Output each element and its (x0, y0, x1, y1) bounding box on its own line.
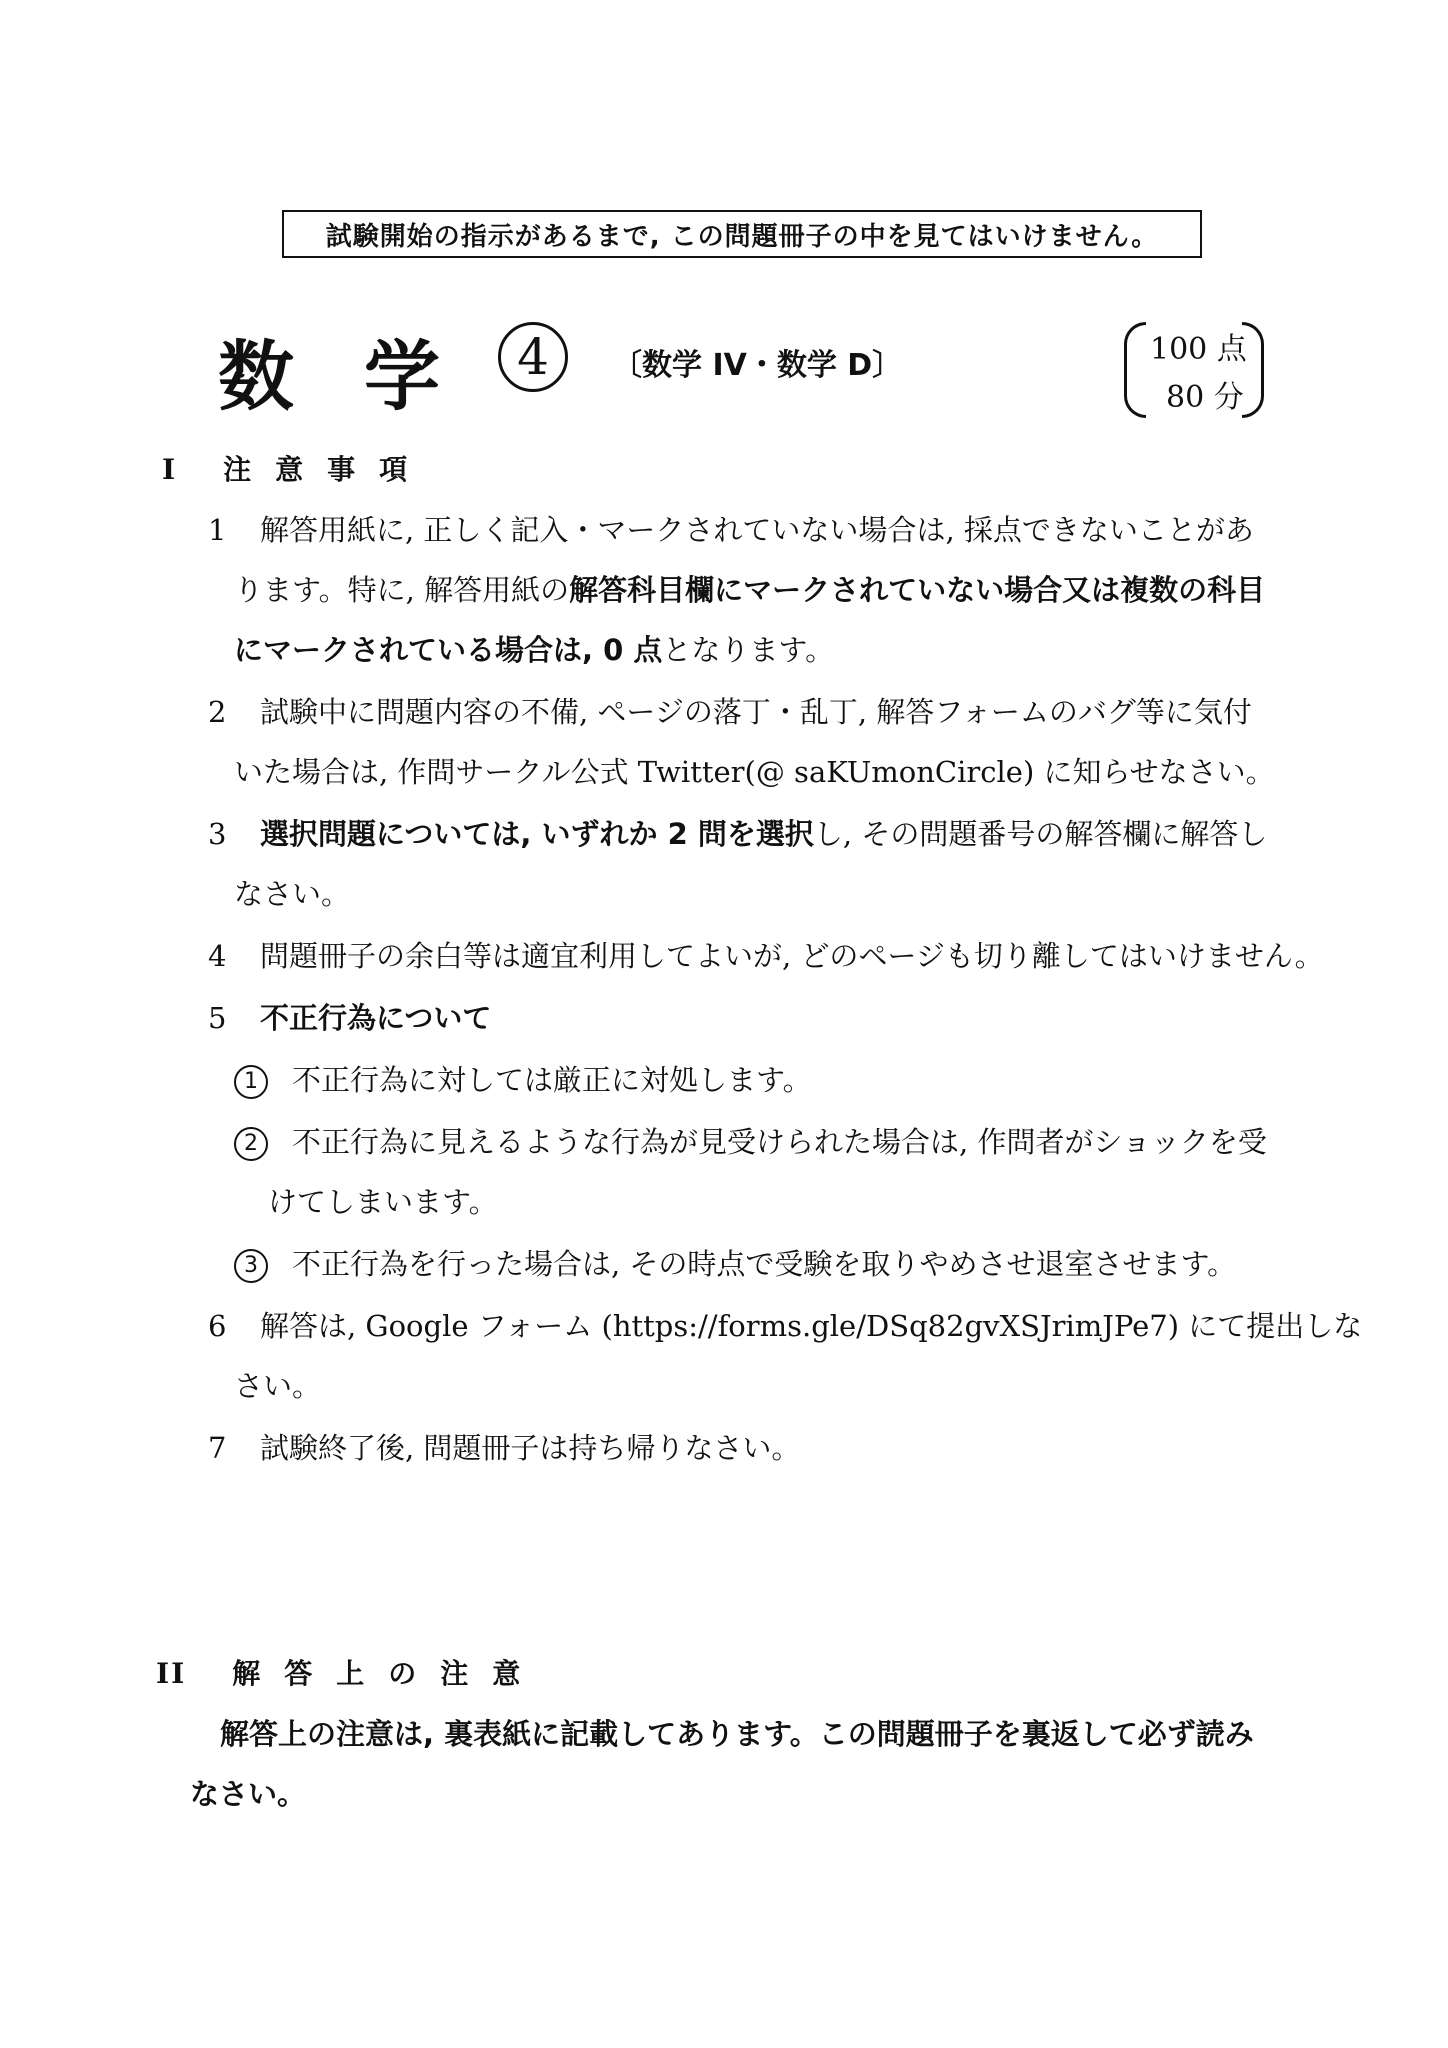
item-text: 不正行為を行った場合は, その時点で受験を取りやめさせ退室させます。 (292, 1247, 1237, 1281)
item-text-bold: 選択問題については, いずれか 2 問を選択 (260, 817, 814, 851)
item-text: し, その問題番号の解答欄に解答し (813, 817, 1268, 851)
section2-title: 解答上の注意 (232, 1657, 545, 1690)
item-number: 5 (208, 1001, 227, 1035)
item-text-bold: 不正行為について (260, 1001, 492, 1035)
item1-line1 (208, 508, 1254, 549)
subject-title: 数学 (218, 332, 510, 421)
section2-line2: なさい。 (190, 1777, 307, 1811)
score-points: 100 点 (1150, 332, 1247, 367)
item5-line1 (208, 996, 491, 1037)
item-text: 解答は, Google フォーム (https://forms.gle/DSq82gvXSJrimJPe7) にて提出しな (260, 1309, 1363, 1343)
section2-line1: 解答上の注意は, 裏表紙に記載してあります。この問題冊子を裏返して必ず読み (220, 1717, 1254, 1751)
item-text-bold: にマークされている場合は, 0 点 (234, 633, 663, 667)
item-text: 問題冊子の余白等は適宜利用してよいが, どのページも切り離してはいけません。 (260, 939, 1324, 973)
item-text: 不正行為に対しては厳正に対処します。 (292, 1063, 812, 1097)
section1-number: I (162, 453, 178, 486)
item-number: 4 (208, 939, 227, 973)
subitem2-line2 (268, 1180, 498, 1221)
section1-title: 注意事項 (223, 453, 432, 486)
time-limit: 80 分 (1166, 380, 1244, 415)
item-number: 7 (208, 1431, 227, 1465)
subitem1 (234, 1058, 812, 1099)
item-text: さい。 (234, 1369, 322, 1403)
item-text: 試験終了後, 問題冊子は持ち帰りなさい。 (260, 1431, 801, 1465)
left-parenthesis (1124, 322, 1146, 418)
item-text: なさい。 (234, 877, 351, 911)
subitem3 (234, 1242, 1236, 1283)
item-number: 6 (208, 1309, 227, 1343)
item4-line1 (208, 934, 1324, 975)
item-text: 試験中に問題内容の不備, ページの落丁・乱丁, 解答フォームのバグ等に気付 (260, 695, 1252, 729)
subject-range: 〔数学 IV・数学 D〕 (612, 348, 903, 383)
subject-number-circle: 4 (498, 322, 568, 392)
item-number: 1 (208, 513, 227, 547)
item-text: 解答用紙に, 正しく記入・マークされていない場合は, 採点できないことがあ (260, 513, 1254, 547)
item6-line2 (234, 1364, 321, 1405)
subitem2-line1 (234, 1120, 1267, 1161)
section1-heading (162, 448, 431, 488)
item-text: となります。 (662, 633, 835, 667)
item2-line1 (208, 690, 1252, 731)
circled-number: 1 (234, 1065, 268, 1099)
item-text: いた場合は, 作問サークル公式 Twitter(@ saKUmonCircle) に知らせなさい。 (234, 755, 1275, 789)
item-text-bold: 解答科目欄にマークされていない場合又は複数の科目 (569, 573, 1266, 607)
circled-number: 2 (234, 1127, 268, 1161)
item-number: 2 (208, 695, 227, 729)
item-text: ります。特に, 解答用紙の (234, 573, 570, 607)
item7-line1 (208, 1426, 800, 1467)
item3-line1 (208, 812, 1267, 853)
item-text: けてしまいます。 (268, 1185, 498, 1219)
item-number: 3 (208, 817, 227, 851)
item6-line1 (208, 1304, 1362, 1345)
section2-number: II (156, 1657, 187, 1690)
item-text: 不正行為に見えるような行為が見受けられた場合は, 作問者がショックを受 (292, 1125, 1267, 1159)
item1-line2 (234, 568, 1265, 609)
circled-number: 3 (234, 1249, 268, 1283)
section2-heading (156, 1652, 544, 1692)
item3-line2 (234, 872, 350, 913)
header-notice: 試験開始の指示があるまで, この問題冊子の中を見てはいけません。 (282, 210, 1202, 258)
score-time-box (1124, 322, 1264, 422)
item1-line3 (234, 628, 834, 669)
item2-line2 (234, 750, 1275, 791)
